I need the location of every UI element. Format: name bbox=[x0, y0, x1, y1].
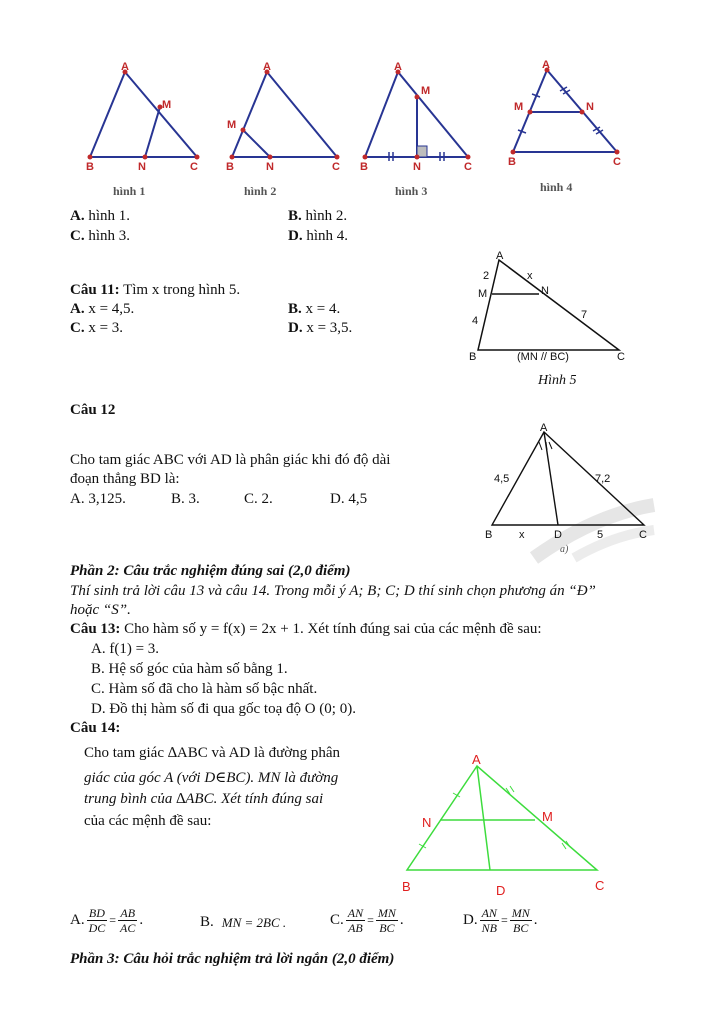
q11-question bbox=[70, 282, 240, 299]
fig3-caption: hình 3 bbox=[395, 184, 428, 198]
q12-fig-label-b: B bbox=[485, 529, 493, 541]
q10-option-a-text: hình 1. bbox=[84, 208, 131, 224]
q14-line2: giác của góc A (với D∈BC). MN là đường bbox=[84, 770, 339, 786]
q12-question-line2: đoạn thẳng BD là: bbox=[70, 471, 180, 487]
figure-hinh-1 bbox=[80, 60, 210, 200]
q11-option-c bbox=[70, 320, 123, 337]
fig3-label-a: A bbox=[394, 61, 402, 73]
q12-fig-caption: a) bbox=[560, 544, 569, 555]
q14-option-d bbox=[463, 906, 537, 935]
fig2-label-n: N bbox=[266, 161, 274, 173]
q14-line3: trung bình của ∆ABC. Xét tính đúng sai bbox=[84, 791, 324, 807]
q12-option-b: B. 3. bbox=[171, 491, 200, 507]
q14-option-b-text: MN = 2BC . bbox=[221, 914, 287, 930]
part2-title: Phần 2: Câu trắc nghiệm đúng sai (2,0 điểm) bbox=[70, 563, 351, 579]
fig5-label-a: A bbox=[496, 250, 504, 262]
period: . bbox=[399, 912, 404, 928]
q12-fig-label-d: D bbox=[554, 529, 562, 541]
fig4-label-c: C bbox=[613, 156, 621, 168]
q14-option-c-key: C. bbox=[330, 912, 344, 928]
fig5-label-b: B bbox=[469, 351, 477, 363]
fig5-caption: Hình 5 bbox=[538, 373, 577, 388]
q11-title: Câu 11: bbox=[70, 282, 120, 298]
q14-fig-label-c: C bbox=[595, 878, 605, 893]
q10-option-b-key: B. bbox=[288, 208, 302, 224]
q10-option-b bbox=[288, 208, 347, 225]
q10-option-d-key: D. bbox=[288, 228, 303, 244]
q14-option-b-key: B. bbox=[200, 914, 214, 930]
q10-option-a-key: A. bbox=[70, 208, 85, 224]
fig3-label-c: C bbox=[464, 161, 472, 173]
frac-num: MN bbox=[511, 906, 530, 920]
fig5-label-c: C bbox=[617, 351, 625, 363]
fig1-label-b: B bbox=[86, 161, 94, 173]
fig3-label-n: N bbox=[413, 161, 421, 173]
figure-q12 bbox=[474, 420, 654, 560]
fig1-caption: hình 1 bbox=[113, 184, 146, 198]
frac-num: BD bbox=[88, 906, 105, 920]
period: . bbox=[139, 912, 144, 928]
q12-fig-length-ac: 7,2 bbox=[595, 473, 611, 485]
equals-sign: = bbox=[367, 913, 374, 927]
q14-option-d-key: D. bbox=[463, 912, 478, 928]
figure-q14 bbox=[392, 748, 624, 898]
q11-option-a-key: A. bbox=[70, 301, 85, 317]
q11-option-d-text: x = 3,5. bbox=[302, 320, 353, 336]
q11-option-a bbox=[70, 301, 134, 318]
q10-option-c-key: C. bbox=[70, 228, 85, 244]
q12-fig-length-dc: 5 bbox=[597, 529, 604, 541]
q13-item-d: D. Đồ thị hàm số đi qua gốc toạ độ O (0; 0). bbox=[91, 701, 356, 717]
q11-option-b bbox=[288, 301, 340, 318]
equals-sign: = bbox=[109, 913, 117, 927]
fig3-label-m: M bbox=[421, 85, 431, 97]
q14-fig-label-a: A bbox=[472, 752, 481, 767]
q12-title: Câu 12 bbox=[70, 402, 116, 418]
q14-option-a-frac1 bbox=[87, 906, 108, 935]
q11-option-b-text: x = 4. bbox=[301, 301, 341, 317]
q14-option-c-frac2 bbox=[376, 906, 398, 935]
q14-fig-label-b: B bbox=[402, 879, 411, 894]
q14-option-b bbox=[200, 914, 286, 931]
fig2-label-a: A bbox=[263, 61, 271, 73]
frac-num: AB bbox=[120, 906, 136, 920]
q14-option-d-frac1 bbox=[480, 906, 499, 935]
part2-instruction-line1: Thí sinh trả lời câu 13 và câu 14. Trong mỗi ý A; B; C; D thí sinh chọn phương án “Đ” bbox=[70, 583, 596, 599]
fig4-label-b: B bbox=[508, 156, 516, 168]
q14-option-a-frac2 bbox=[118, 906, 137, 935]
fig2-label-b: B bbox=[226, 161, 234, 173]
fig4-caption: hình 4 bbox=[540, 180, 573, 194]
q13-item-c: C. Hàm số đã cho là hàm số bậc nhất. bbox=[91, 681, 318, 697]
fig1-label-a: A bbox=[121, 61, 129, 73]
figure-hinh-5 bbox=[466, 250, 646, 395]
q12-option-d: D. 4,5 bbox=[330, 491, 368, 507]
fig4-label-m: M bbox=[514, 101, 524, 113]
fig4-label-n: N bbox=[586, 101, 594, 113]
q14-option-d-frac2 bbox=[510, 906, 532, 935]
q14-fig-label-d: D bbox=[496, 883, 506, 898]
q12-question-line1: Cho tam giác ABC với AD là phân giác khi đó độ dài bbox=[70, 452, 391, 468]
q12-fig-label-c: C bbox=[639, 529, 647, 541]
frac-den: DC bbox=[88, 921, 106, 935]
fig5-length-nc: 7 bbox=[581, 309, 588, 321]
q14-option-c bbox=[330, 906, 404, 935]
q10-option-d-text: hình 4. bbox=[302, 228, 349, 244]
q11-text: Tìm x trong hình 5. bbox=[119, 282, 241, 298]
q13-item-a: A. f(1) = 3. bbox=[91, 641, 160, 657]
part3-title: Phần 3: Câu hỏi trắc nghiệm trả lời ngắn (2,0 điểm) bbox=[70, 951, 395, 967]
q14-fig-label-m: M bbox=[542, 809, 553, 824]
q11-option-d bbox=[288, 320, 352, 337]
part2-instruction-line2: hoặc “S”. bbox=[70, 602, 131, 618]
q11-option-a-text: x = 4,5. bbox=[84, 301, 135, 317]
fig2-label-c: C bbox=[332, 161, 340, 173]
q12-option-c: C. 2. bbox=[244, 491, 273, 507]
frac-num: AN bbox=[347, 906, 364, 920]
fig5-label-n: N bbox=[541, 285, 549, 297]
fig5-note: (MN // BC) bbox=[517, 351, 569, 363]
fig1-label-c: C bbox=[190, 161, 198, 173]
fig2-label-m: M bbox=[227, 119, 237, 131]
q10-option-a bbox=[70, 208, 130, 225]
q11-option-c-text: x = 3. bbox=[84, 320, 124, 336]
fig5-length-an: x bbox=[527, 270, 533, 282]
frac-den: BC bbox=[513, 921, 529, 935]
figure-hinh-3 bbox=[360, 60, 480, 200]
q13-title: Câu 13: bbox=[70, 621, 121, 637]
fig5-length-am: 2 bbox=[483, 270, 490, 282]
equals-sign: = bbox=[500, 913, 508, 927]
fig2-caption: hình 2 bbox=[244, 184, 277, 198]
q12-fig-label-a: A bbox=[540, 422, 548, 434]
q12-fig-length-bd: x bbox=[519, 529, 525, 541]
fig5-length-mb: 4 bbox=[472, 315, 479, 327]
fig4-label-a: A bbox=[542, 59, 550, 71]
fig1-label-n: N bbox=[138, 161, 146, 173]
q12-fig-length-ab: 4,5 bbox=[494, 473, 510, 485]
fig1-label-m: M bbox=[162, 99, 172, 111]
q12-option-a: A. 3,125. bbox=[70, 491, 126, 507]
frac-den: AB bbox=[348, 921, 363, 935]
q14-option-a-key: A. bbox=[70, 912, 85, 928]
q14-fig-label-n: N bbox=[422, 815, 432, 830]
period: . bbox=[533, 912, 538, 928]
q10-option-c bbox=[70, 228, 130, 245]
q14-line4: của các mệnh đề sau: bbox=[84, 813, 212, 829]
q11-option-d-key: D. bbox=[288, 320, 303, 336]
q13-item-b: B. Hệ số góc của hàm số bằng 1. bbox=[91, 661, 288, 677]
frac-num: MN bbox=[377, 906, 396, 920]
fig5-label-m: M bbox=[478, 288, 488, 300]
q14-option-c-frac1 bbox=[346, 906, 365, 935]
frac-num: AN bbox=[481, 906, 497, 920]
q10-option-c-text: hình 3. bbox=[84, 228, 131, 244]
q13-question bbox=[70, 621, 542, 638]
frac-den: BC bbox=[379, 921, 395, 935]
q11-option-b-key: B. bbox=[288, 301, 302, 317]
figure-hinh-2 bbox=[222, 60, 352, 200]
q10-option-d bbox=[288, 228, 348, 245]
frac-den: AC bbox=[120, 921, 136, 935]
q14-option-a bbox=[70, 906, 143, 935]
q13-text: Cho hàm số y = f(x) = 2x + 1. Xét tính đúng sai của các mệnh đề sau: bbox=[120, 621, 542, 637]
q14-title: Câu 14: bbox=[70, 720, 121, 736]
q11-option-c-key: C. bbox=[70, 320, 85, 336]
q14-line1: Cho tam giác ∆ABC và AD là đường phân bbox=[84, 745, 341, 761]
frac-den: NB bbox=[481, 921, 497, 935]
fig3-label-b: B bbox=[360, 161, 368, 173]
figure-hinh-4 bbox=[505, 60, 635, 200]
q10-option-b-text: hình 2. bbox=[301, 208, 348, 224]
